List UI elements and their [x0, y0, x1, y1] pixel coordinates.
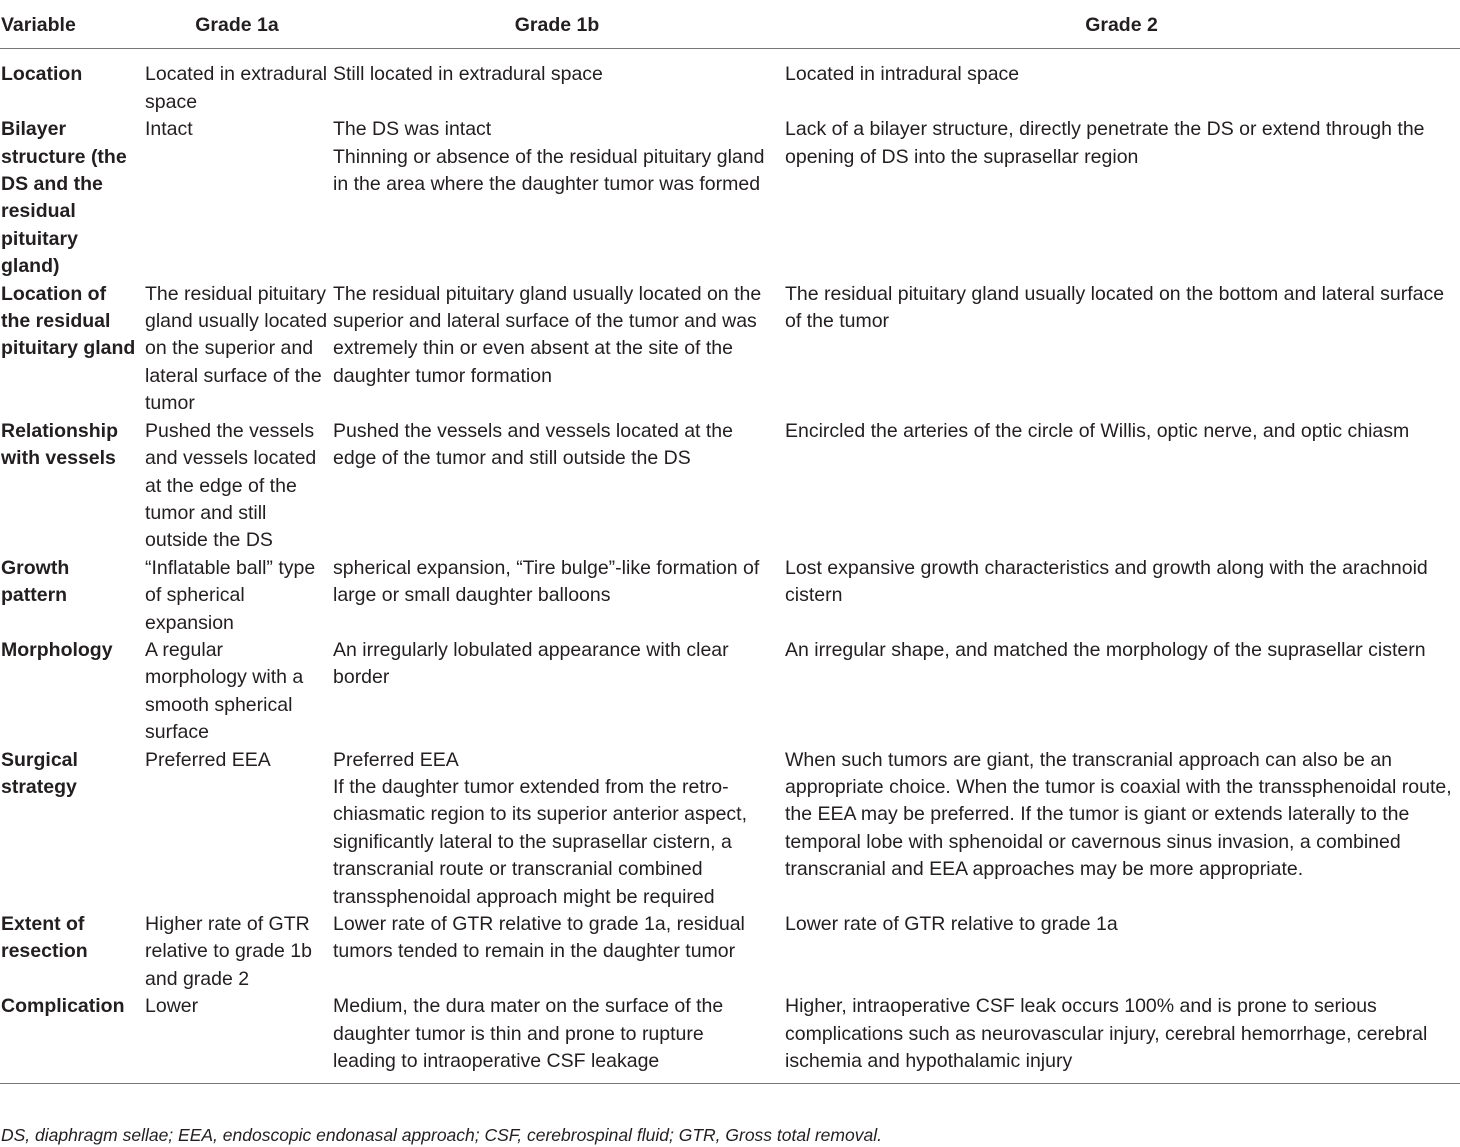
cell-grade-2: [783, 116, 1460, 280]
table-row: [0, 993, 1460, 1084]
cell-text: Preferred EEA: [145, 748, 271, 771]
table-row: [0, 747, 1460, 911]
cell-text: Pushed the vessels and vessels located at the edge of the tumor and still outside the DS: [145, 419, 317, 552]
table-row: [0, 281, 1460, 418]
cell-grade-1b: [331, 993, 783, 1084]
cell-text: Encircled the arteries of the circle of Willis, optic nerve, and optic chiasm: [785, 419, 1410, 442]
cell-text: A regular morphology with a smooth spherical surface: [145, 638, 304, 744]
cell-grade-1a: [143, 116, 331, 280]
cell-grade-2: [783, 637, 1460, 747]
cell-grade-2: [783, 49, 1460, 116]
cell-text: Located in intradural space: [785, 63, 1020, 86]
cell-text: spherical expansion, “Tire bulge”-like formation of large or small daughter balloons: [333, 556, 760, 607]
cell-grade-2: [783, 281, 1460, 418]
comparison-table-container: [0, 6, 1460, 1084]
cell-grade-2: [783, 418, 1460, 555]
cell-text: Medium, the dura mater on the surface of the daughter tumor is thin and prone to rupture leading to intraoperative CSF leakage: [333, 995, 724, 1073]
header-variable: Variable: [0, 6, 143, 49]
cell-variable: Relationship with vessels: [1, 419, 119, 470]
header-grade-1a: Grade 1a: [143, 6, 331, 49]
cell-grade-1b: [331, 555, 783, 637]
table-row: [0, 637, 1460, 747]
header-grade-2: Grade 2: [783, 6, 1460, 49]
cell-variable: Location: [1, 63, 83, 86]
cell-text: Lower rate of GTR relative to grade 1a: [785, 913, 1118, 935]
cell-grade-2: [783, 911, 1460, 993]
cell-variable: Morphology: [1, 638, 113, 661]
cell-text: If the daughter tumor extended from the retro-chiasmatic region to its superior anterior aspect, significantly lateral to the suprasellar cistern, a transcranial route or transcranial combined transsphenoidal approach might be required: [333, 775, 748, 908]
cell-grade-1a: [143, 911, 331, 993]
cell-text: Preferred EEA: [333, 748, 459, 771]
grade-comparison-table: [0, 6, 1460, 1084]
table-row: [0, 418, 1460, 555]
header-grade-1b: Grade 1b: [331, 6, 783, 49]
cell-grade-1a: [143, 637, 331, 747]
cell-grade-1a: [143, 281, 331, 418]
cell-grade-1a: [143, 49, 331, 116]
cell-grade-1a: [143, 993, 331, 1084]
cell-text: Higher, intraoperative CSF leak occurs 100% and is prone to serious complications such as neurovascular injury, cerebral hemorrhage, cerebral ischemia and hypothalamic injury: [785, 995, 1428, 1073]
cell-grade-1a: [143, 418, 331, 555]
table-row: [0, 49, 1460, 116]
cell-grade-2: [783, 747, 1460, 911]
cell-variable: Growth pattern: [1, 556, 70, 607]
cell-text: The residual pituitary gland usually located on the superior and lateral surface of the tumor and was extremely thin or even absent at the site of the daughter tumor formation: [333, 282, 762, 387]
cell-text: Still located in extradural space: [333, 63, 603, 86]
cell-grade-1a: [143, 555, 331, 637]
header-row: [0, 6, 1460, 49]
cell-text: Pushed the vessels and vessels located at the edge of the tumor and still outside the DS: [333, 419, 733, 470]
cell-grade-1b: [331, 116, 783, 280]
cell-text: An irregularly lobulated appearance with clear border: [333, 638, 729, 689]
cell-variable: Extent of resection: [1, 913, 88, 963]
cell-variable: Bilayer structure (the DS and the residual pituitary gland): [1, 118, 127, 278]
cell-grade-2: [783, 993, 1460, 1084]
cell-text: Thinning or absence of the residual pituitary gland in the area where the daughter tumor was formed: [333, 145, 765, 196]
table-footnote: DS, diaphragm sellae; EEA, endoscopic endonasal approach; CSF, cerebrospinal fluid; GTR, Gross total removal.: [1, 1125, 882, 1145]
cell-text: The residual pituitary gland usually located on the superior and lateral surface of the tumor: [145, 282, 328, 415]
cell-text: Lower rate of GTR relative to grade 1a, residual tumors tended to remain in the daughter tumor: [333, 913, 745, 963]
cell-grade-1b: [331, 911, 783, 993]
cell-text: The DS was intact: [333, 118, 492, 141]
cell-grade-1b: [331, 49, 783, 116]
cell-text: Located in extradural space: [145, 63, 328, 113]
table-row: [0, 911, 1460, 993]
cell-text: The residual pituitary gland usually located on the bottom and lateral surface of the tumor: [785, 282, 1445, 333]
cell-grade-1b: [331, 418, 783, 555]
cell-variable: Complication: [0, 993, 143, 1084]
cell-grade-1b: [331, 281, 783, 418]
cell-text: Lack of a bilayer structure, directly penetrate the DS or extend through the opening of DS into the suprasellar region: [785, 118, 1425, 168]
cell-variable: Surgical strategy: [1, 748, 78, 798]
cell-text: Lower: [145, 995, 199, 1018]
cell-grade-1b: [331, 637, 783, 747]
cell-text: An irregular shape, and matched the morphology of the suprasellar cistern: [785, 638, 1426, 661]
cell-variable: Location of the residual pituitary gland: [1, 282, 136, 360]
cell-grade-2: [783, 555, 1460, 637]
table-row: [0, 116, 1460, 280]
cell-text: When such tumors are giant, the transcranial approach can also be an appropriate choice. When the tumor is coaxial with the transsphenoidal route, the EEA may be preferred. If the tumor is giant or extends laterally to the temporal lobe with sphenoidal or cavernous sinus invasion, a combined transcranial and EEA approaches may be more appropriate.: [785, 748, 1452, 881]
table-header: [0, 6, 1460, 49]
cell-text: Intact: [145, 118, 193, 141]
table-row: [0, 555, 1460, 637]
cell-text: Lost expansive growth characteristics and growth along with the arachnoid cistern: [785, 556, 1428, 607]
cell-text: “Inflatable ball” type of spherical expansion: [145, 556, 316, 634]
cell-grade-1b: [331, 747, 783, 911]
cell-text: Higher rate of GTR relative to grade 1b and grade 2: [145, 913, 312, 990]
table-body: [0, 49, 1460, 1084]
cell-grade-1a: [143, 747, 331, 911]
